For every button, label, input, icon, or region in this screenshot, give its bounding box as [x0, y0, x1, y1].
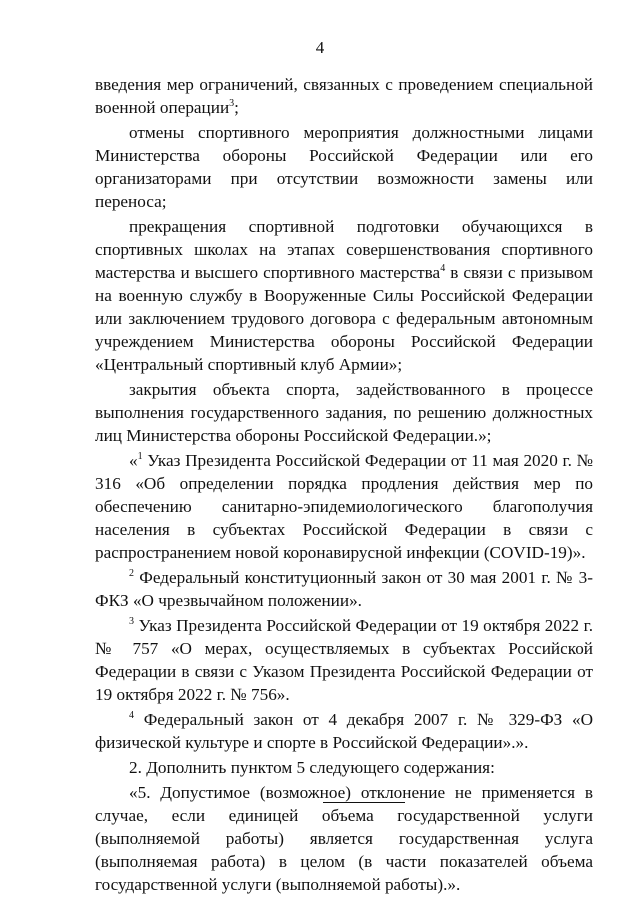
page-number: 4 [315, 38, 325, 57]
footnote-marker: 4 [129, 710, 134, 721]
paragraph-tail: ; [234, 98, 239, 117]
footnote-text: Указ Президента Российской Федерации от 19 октября 2022 г. № 757 «О мерах, осуществляемых в субъектах Российской Федерации в связи с Указом Президента Российской Федерации от 19 октября 2022 г. № 756». [95, 616, 593, 704]
paragraph-text: отмены спортивного мероприятия должностными лицами Министерства обороны Российской Федерации или его организаторами при отсутствии возможности замены или переноса; [95, 123, 593, 211]
footnote-ref: 3 [229, 98, 235, 109]
footnote-text: Федеральный конституционный закон от 30 мая 2001 г. № 3-ФКЗ «О чрезвычайном положении». [95, 568, 593, 610]
paragraph-facility-closure [95, 378, 593, 447]
footnote-text: Федеральный закон от 4 декабря 2007 г. № 329-ФЗ «О физической культуре и спорте в Российской Федерации».». [95, 710, 593, 752]
footnote-2 [95, 566, 593, 612]
paragraph-text: прекращения спортивной подготовки обучающихся в спортивных школах на этапах совершенствования спортивного мастерства и высшего спортивного мастерства [95, 217, 593, 282]
footnote-ref: 4 [440, 263, 446, 274]
paragraph-text: закрытия объекта спорта, задействованного в процессе выполнения государственного задания, по решению должностных лиц Министерства обороны Российской Федерации.»; [95, 380, 593, 445]
footnote-marker: 2 [129, 568, 134, 579]
paragraph-text: 2. Дополнить пунктом 5 следующего содержания: [129, 758, 495, 777]
footnote-text: Указ Президента Российской Федерации от 11 мая 2020 г. № 316 «Об определении порядка продления действия мер по обеспечению санитарно-эпидемиологического благополучия населения в субъектах Российской Федерации в связи с распространением новой коронавирусной инфекции (COVID-19)». [95, 451, 593, 562]
paragraph-event-cancellation [95, 121, 593, 213]
paragraph-military-operation [95, 73, 593, 119]
paragraph-item-5 [95, 781, 593, 896]
footnote-marker: 1 [137, 451, 143, 462]
footnote-4 [95, 708, 593, 754]
paragraph-amendment-intro [95, 756, 593, 779]
paragraph-tail: в связи с призывом на военную службу в Вооруженные Силы Российской Федерации или заключением трудового договора с федеральным автономным учреждением Министерства обороны Российской Федерации «Центральный спортивный клуб Армии»; [95, 263, 593, 374]
end-divider-line [323, 802, 405, 803]
footnote-marker: 3 [129, 616, 134, 627]
footnote-1 [95, 449, 593, 564]
footnote-open-quote: « [129, 451, 138, 470]
document-body [95, 73, 593, 896]
paragraph-training-termination [95, 215, 593, 376]
paragraph-text: введения мер ограничений, связанных с проведением специальной военной операции [95, 75, 593, 117]
footnote-3 [95, 614, 593, 706]
paragraph-text: «5. Допустимое (возможное) отклонение не применяется в случае, если единицей объема государственной услуги (выполняемой работы) является государственная услуга (выполняемая работа) в целом (в части показателей объема государственной услуги (выполняемой работы).». [95, 783, 593, 894]
